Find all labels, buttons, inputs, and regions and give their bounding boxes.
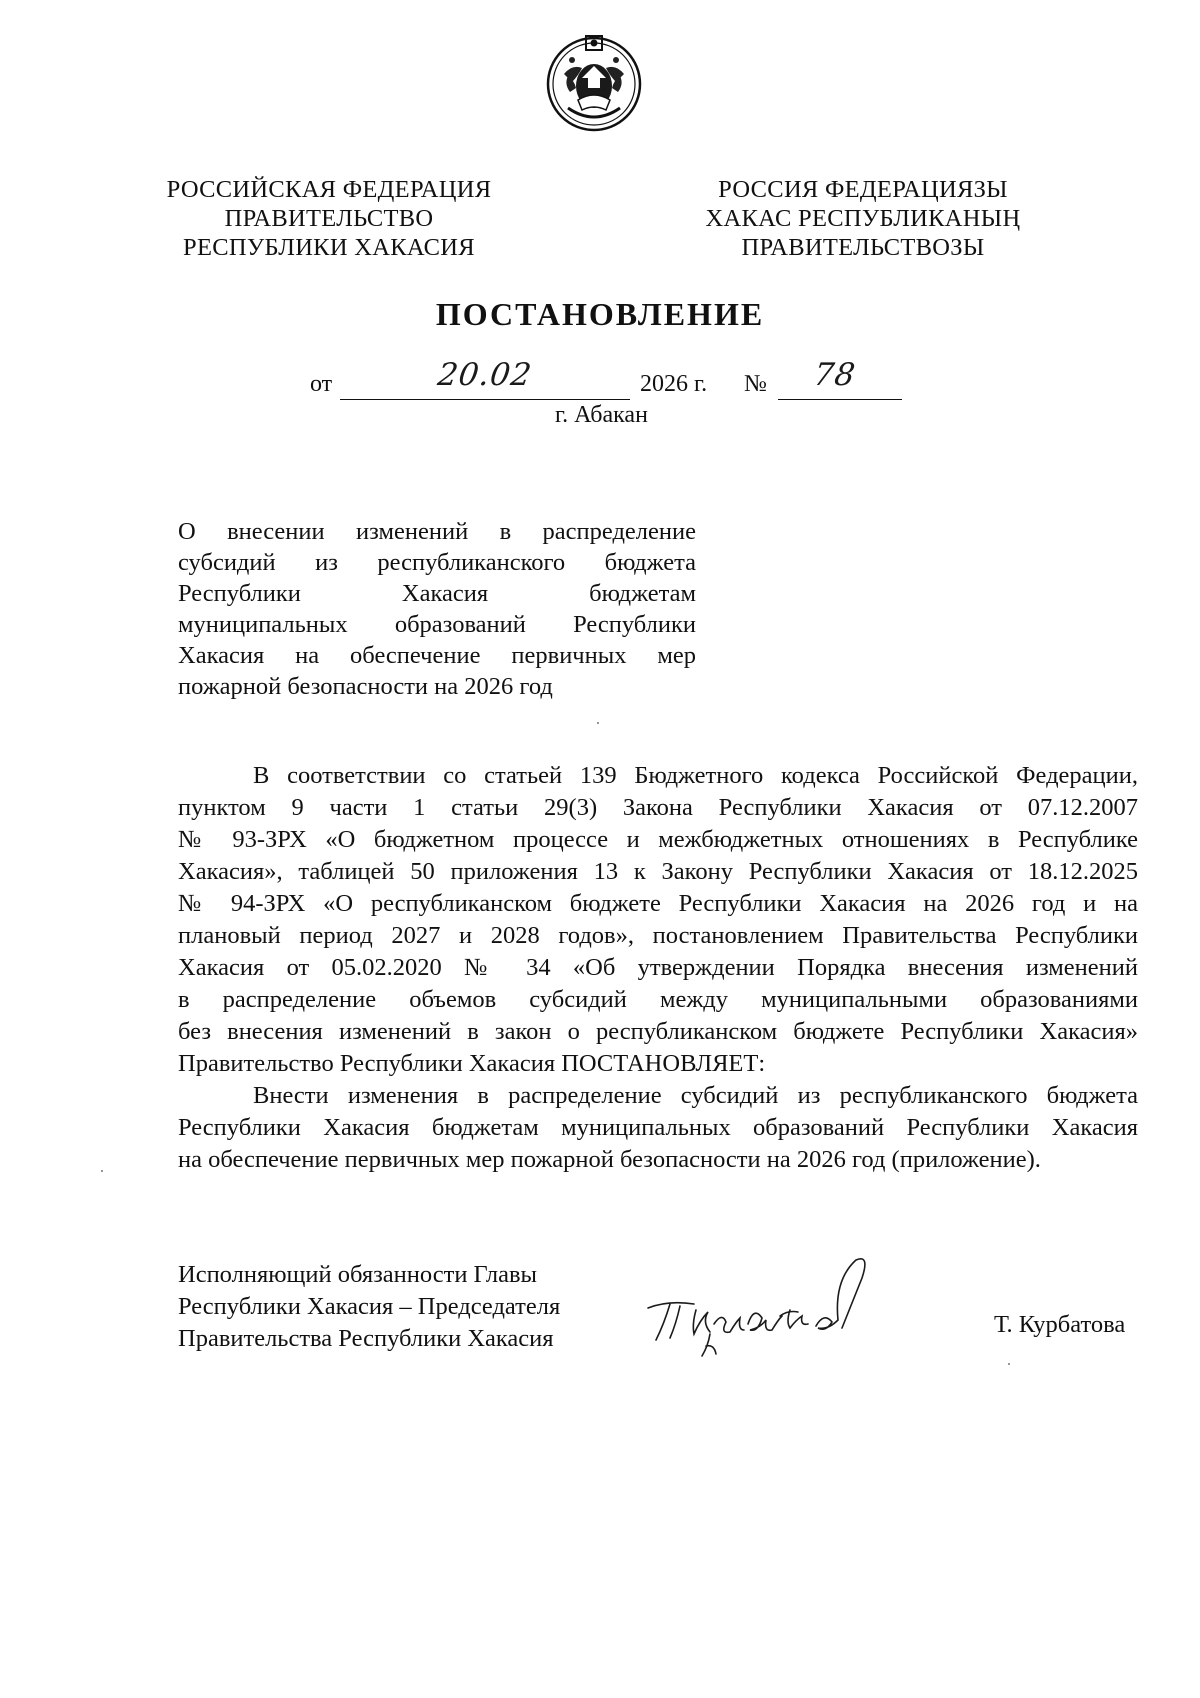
signatory-name: Т. Курбатова xyxy=(994,1311,1126,1338)
number-field xyxy=(778,357,902,400)
subject-line: муниципальных образований Республики xyxy=(178,611,696,638)
handwritten-date: 20.02 xyxy=(435,357,535,393)
body-line: в распределение объемов субсидий между муниципальными образованиями xyxy=(178,986,1138,1013)
body-line: Хакасия», таблицей 50 приложения 13 к Закону Республики Хакасия от 18.12.2025 xyxy=(178,858,1138,885)
body-line: пунктом 9 части 1 статьи 29(3) Закона Республики Хакасия от 07.12.2007 xyxy=(178,794,1138,821)
body-line: без внесения изменений в закон о республиканском бюджете Республики Хакасия» xyxy=(178,1018,1138,1045)
signatory-title xyxy=(178,1259,560,1355)
body-line: Республики Хакасия бюджетам муниципальных образований Республики Хакасия xyxy=(178,1114,1138,1141)
signatory-title-line: Правительства Республики Хакасия xyxy=(178,1325,554,1352)
body-line: плановый период 2027 и 2028 годов», постановлением Правительства Республики xyxy=(178,922,1138,949)
subject-line: субсидий из республиканского бюджета xyxy=(178,549,696,576)
body-line: Правительство Республики Хакасия ПОСТАНОВЛЯЕТ: xyxy=(178,1050,766,1077)
document-subject xyxy=(178,516,696,702)
scan-speck xyxy=(1008,1363,1010,1365)
body-line: № 93-ЗРХ «О бюджетном процессе и межбюджетных отношениях в Республике xyxy=(178,826,1138,853)
body-line: Хакасия от 05.02.2020 № 34 «Об утверждении Порядка внесения изменений xyxy=(178,954,1138,981)
subject-line: Республики Хакасия бюджетам xyxy=(178,580,696,607)
signatory-title-line: Исполняющий обязанности Главы xyxy=(178,1261,538,1288)
subject-line: Хакасия на обеспечение первичных мер xyxy=(178,642,696,669)
body-line: на обеспечение первичных мер пожарной безопасности на 2026 год (приложение). xyxy=(178,1146,1041,1173)
scan-speck xyxy=(101,1170,103,1172)
scan-speck xyxy=(597,722,599,724)
header-right xyxy=(683,175,1043,262)
header-right-line: ПРАВИТЕЛЬСТВОЗЫ xyxy=(741,234,985,261)
year-label: 2026 г. xyxy=(640,371,708,397)
body-line: Внести изменения в распределение субсидий из республиканского бюджета xyxy=(253,1082,1138,1109)
date-prefix: от xyxy=(310,371,333,397)
header-right-line: РОССИЯ ФЕДЕРАЦИЯЗЫ xyxy=(718,176,1008,203)
document-title: ПОСТАНОВЛЕНИЕ xyxy=(435,296,765,332)
handwritten-signature xyxy=(640,1248,910,1368)
header-left xyxy=(149,175,509,262)
subject-line: пожарной безопасности на 2026 год xyxy=(178,673,553,700)
header-right-line: ХАКАС РЕСПУБЛИКАНЫҢ xyxy=(705,205,1021,232)
coat-of-arms-icon xyxy=(542,30,646,134)
document-body xyxy=(178,760,1138,1176)
subject-line: О внесении изменений в распределение xyxy=(178,518,696,545)
header-left-line: РОССИЙСКАЯ ФЕДЕРАЦИЯ xyxy=(166,176,492,203)
body-line: В соответствии со статьей 139 Бюджетного кодекса Российской Федерации, xyxy=(253,762,1138,789)
body-line: № 94-ЗРХ «О республиканском бюджете Республики Хакасия на 2026 год и на xyxy=(178,890,1138,917)
handwritten-number: 78 xyxy=(811,357,858,393)
date-field xyxy=(340,357,630,400)
header-left-line: РЕСПУБЛИКИ ХАКАСИЯ xyxy=(183,234,475,261)
number-label: № xyxy=(744,371,767,397)
header-left-line: ПРАВИТЕЛЬСТВО xyxy=(224,205,434,232)
city-label: г. Абакан xyxy=(555,402,648,428)
signatory-title-line: Республики Хакасия – Председателя xyxy=(178,1293,561,1320)
